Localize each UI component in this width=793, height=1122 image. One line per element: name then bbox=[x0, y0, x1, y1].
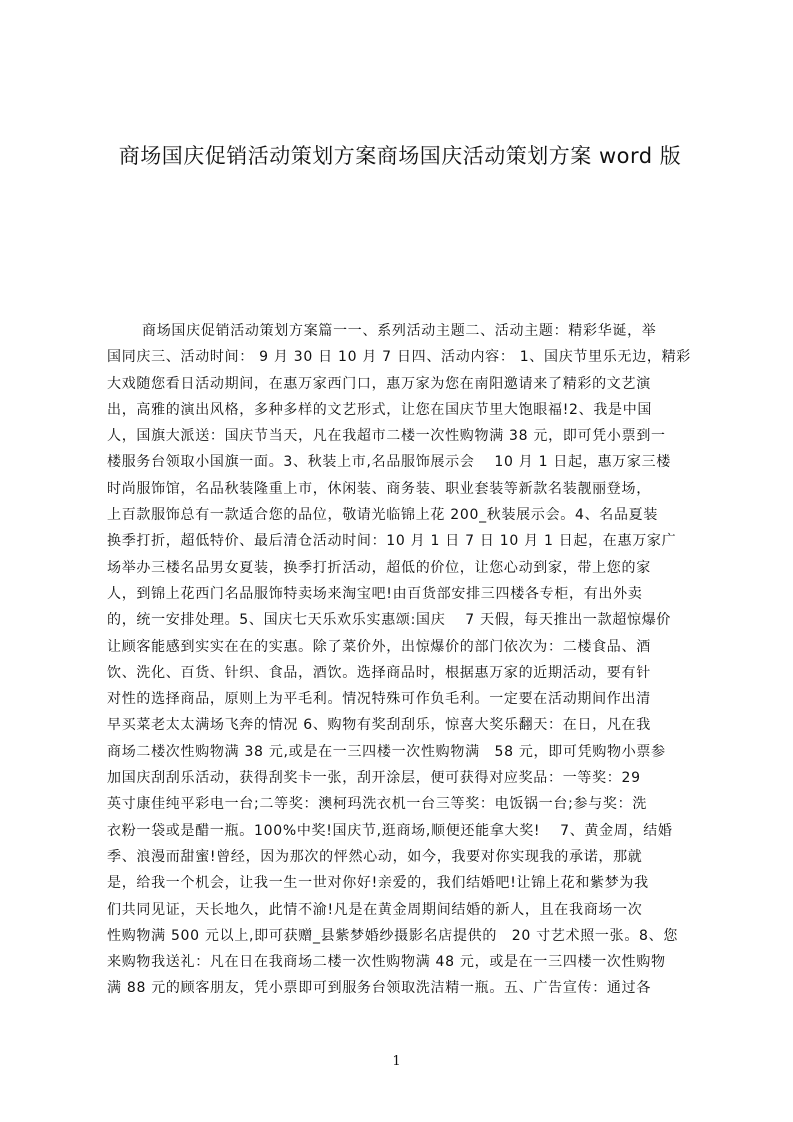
body-line: 季、浪漫而甜蜜!曾经，因为那次的怦然心动，如今，我要对你实现我的承诺，那就 bbox=[107, 848, 643, 865]
document-body bbox=[107, 318, 699, 997]
body-line: 饮、洗化、百货、针织、食品，酒饮。选择商品时，根据惠万家的近期活动，要有针 bbox=[107, 664, 651, 681]
body-line: 出，高雅的演出风格，多种多样的文艺形式，让您在国庆节里大饱眼福!2、我是中国 bbox=[107, 401, 653, 418]
body-line: 加国庆刮刮乐活动，获得刮奖卡一张，刮开涂层，便可获得对应奖品：一等奖：29 bbox=[107, 770, 641, 787]
body-line: 衣粉一袋或是醋一瓶。100%中奖!国庆节,逛商场,顺便还能拿大奖! 7、黄金周，结婚 bbox=[107, 822, 673, 839]
body-line: 英寸康佳纯平彩电一台;二等奖：澳柯玛洗衣机一台三等奖：电饭锅一台;参与奖：洗 bbox=[107, 796, 648, 813]
body-line: 是，给我一个机会，让我一生一世对你好!亲爱的，我们结婚吧!让锦上花和紫梦为我 bbox=[107, 875, 649, 892]
body-line: 早买菜老太太满场飞奔的情况 6、购物有奖刮刮乐，惊喜大奖乐翻天：在日，凡在我 bbox=[107, 717, 651, 734]
body-line: 们共同见证，天长地久，此情不渝!凡是在黄金周期间结婚的新人，且在我商场一次 bbox=[107, 901, 643, 918]
body-line: 上百款服饰总有一款适合您的品位，敬请光临锦上花 200_秋装展示会。4、名品夏装 bbox=[107, 507, 659, 524]
body-line: 场举办三楼名品男女夏装，换季打折活动，超低的价位，让您心动到家，带上您的家 bbox=[107, 559, 651, 576]
body-line: 人，到锦上花西门名品服饰特卖场来淘宝吧!由百货部安排三四楼各专柜，有出外卖 bbox=[107, 585, 643, 602]
body-line: 性购物满 500 元以上,即可获赠_县紫梦婚纱摄影名店提供的 20 寸艺术照一张。8、您 bbox=[107, 927, 679, 944]
body-line: 换季打折，超低特价、最后清仓活动时间：10 月 1 日 7 日 10 月 1 日起，在惠万家广 bbox=[107, 533, 677, 550]
body-line: 人，国旗大派送：国庆节当天，凡在我超市二楼一次性购物满 38 元，即可凭小票到一 bbox=[107, 428, 666, 445]
body-line: 的，统一安排处理。5、国庆七天乐欢乐实惠颂:国庆 7 天假，每天推出一款超惊爆价 bbox=[107, 612, 672, 629]
body-line: 商场国庆促销活动策划方案篇一一、系列活动主题二、活动主题：精彩华诞，举 bbox=[142, 323, 657, 339]
page-number: 1 bbox=[392, 1054, 401, 1069]
body-line: 国同庆三、活动时间： 9 月 30 日 10 月 7 日四、活动内容： 1、国庆节里乐无边，精彩 bbox=[107, 349, 692, 366]
body-line: 来购物我送礼：凡在日在我商场二楼一次性购物满 48 元，或是在一三四楼一次性购物 bbox=[107, 954, 666, 971]
body-line: 对性的选择商品，原则上为平毛利。情况特殊可作负毛利。一定要在活动期间作出清 bbox=[107, 691, 651, 708]
body-line: 满 88 元的顾客朋友，凭小票即可到服务台领取洗洁精一瓶。五、广告宣传：通过各 bbox=[107, 980, 652, 997]
body-line: 楼服务台领取小国旗一面。3、秋装上市,名品服饰展示会 10 月 1 日起，惠万家三楼 bbox=[107, 454, 671, 471]
body-line: 让顾客能感到实实在在的实惠。除了菜价外，出惊爆价的部门依次为：二楼食品、酒 bbox=[107, 638, 651, 655]
body-line: 大戏随您看日活动期间，在惠万家西门口，惠万家为您在南阳邀请来了精彩的文艺演 bbox=[107, 375, 651, 392]
body-line: 商场二楼次性购物满 38 元,或是在一三四楼一次性购物满 58 元，即可凭购物小票参 bbox=[107, 743, 666, 760]
body-line: 时尚服饰馆，名品秋装隆重上市，休闲装、商务装、职业套装等新款名装靓丽登场， bbox=[107, 480, 651, 497]
document-title: 商场国庆促销活动策划方案商场国庆活动策划方案 word 版 bbox=[118, 144, 682, 168]
